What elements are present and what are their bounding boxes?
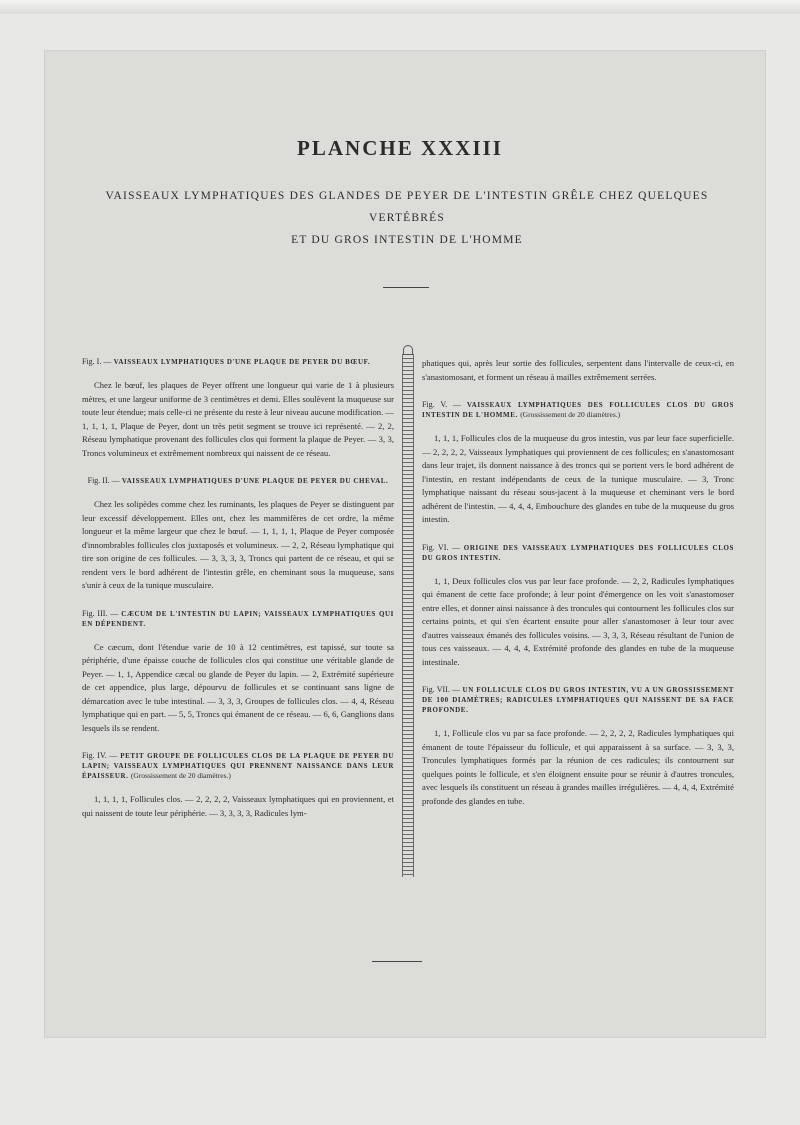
fig6-title: ORIGINE DES VAISSEAUX LYMPHATIQUES DES FOLLICULES CLOS DU GROS INTESTIN.	[422, 543, 734, 562]
fig2-title: VAISSEAUX LYMPHATIQUES D'UNE PLAQUE DE PEYER DU CHEVAL.	[121, 477, 389, 485]
fig3-heading	[82, 609, 394, 629]
fig1-label: Fig. I. —	[82, 357, 112, 366]
fig4-label: Fig. IV. —	[82, 751, 118, 760]
fig5-label: Fig. V. —	[422, 400, 461, 409]
fig7-label: Fig. VII. —	[422, 685, 460, 694]
fig5-note: (Grossissement de 20 diamètres.)	[520, 410, 621, 419]
fig4-title: PETIT GROUPE DE FOLLICULES CLOS DE LA PLAQUE DE PEYER DU LAPIN; VAISSEAUX LYMPHATIQUES QUI PRENNENT NAISSANCE DANS LEUR ÉPAISSEUR.	[82, 752, 394, 780]
plate-subtitle	[90, 185, 724, 251]
fig5-title: VAISSEAUX LYMPHATIQUES DES FOLLICULES CLOS DU GROS INTESTIN DE L'HOMME.	[422, 401, 734, 419]
fig3-text: Ce cæcum, dont l'étendue varie de 10 à 12 centimètres, est tapissé, sur toute sa périphérie, d'une épaisse couche de follicules clos qui constitue une véritable glande de Peyer. — 1, 1, Appendice cæcal ou glande de Peyer du lapin. — 2, Extrémité supérieure de cet appendice, plus large, dépourvu de follicules et se continuant sans ligne de démarcation avec le tube intestinal. — 3, 3, 3, Groupes de follicules clos. — 4, 4, Réseau lymphatique qui en part. — 5, 5, Troncs qui émanent de ce réseau. — 6, 6, Ganglions dans lesquels ils se rendent.	[82, 641, 394, 733]
fig3-title: CÆCUM DE L'INTESTIN DU LAPIN; VAISSEAUX LYMPHATIQUES QUI EN DÉPENDENT.	[82, 609, 394, 628]
fig2-heading	[82, 476, 394, 486]
right-column	[422, 357, 734, 808]
fig1-heading	[82, 357, 394, 367]
fig1-title: VAISSEAUX LYMPHATIQUES D'UNE PLAQUE DE PEYER DU BŒUF.	[113, 358, 371, 366]
fig6-heading	[422, 543, 734, 563]
fig7-title: UN FOLLICULE CLOS DU GROS INTESTIN, VU A UN GROSSISSEMENT DE 100 DIAMÈTRES; RADICULES LYMPHATIQUES QUI NAISSENT DE SA FACE PROFONDE.	[422, 686, 734, 714]
fig5-heading	[422, 400, 734, 420]
fig7-heading	[422, 685, 734, 715]
fig2-text: Chez les solipèdes comme chez les ruminants, les plaques de Peyer se distinguent par leur excessif développement. Elles ont, chez les mammifères de cet ordre, la même longueur et la même largeur que chez le bœuf. — 1, 1, 1, 1, Plaque de Peyer composée d'innombrables follicules clos juxtaposés et volumineux. — 2, 2, Réseau lymphatique qui tire son origine de ces follicules. — 3, 3, 3, 3, Troncs qui partent de ce réseau, et qui se rendent vers le bord adhérent de l'intestin grêle, en cheminant sous la muqueuse, sans s'unir à ceux de la tunique musculaire.	[82, 499, 394, 590]
subtitle-line-1: VAISSEAUX LYMPHATIQUES DES GLANDES DE PEYER DE L'INTESTIN GRÊLE CHEZ QUELQUES VERTÉBRÉS	[105, 190, 709, 224]
scan-edge	[0, 0, 800, 14]
fig5-text: 1, 1, 1, Follicules clos de la muqueuse du gros intestin, vus par leur face superficielle. — 2, 2, 2, 2, Vaisseaux lymphatiques qui proviennent de ces follicules; en s'anastomosant dans leur trajet, ils donnent naissance à des troncs qui se portent vers le bord adhérent de l'intestin, en restant indépendants de ceux de la tunique musculaire. — 3, Tronc lymphatique naissant du réseau sous-jacent à la muqueuse et cheminant vers le bord adhérent de l'intestin. — 4, 4, 4, Embouchure des glandes en tube de la muqueuse du gros intestin.	[422, 433, 734, 524]
fig2-label: Fig. II. —	[87, 476, 120, 485]
fig6-label: Fig. VI. —	[422, 542, 460, 552]
fig7-text: 1, 1, Follicule clos vu par sa face profonde. — 2, 2, 2, 2, Radicules lymphatiques qui émanent de toute l'épaisseur du follicule, et qui apparaissent à sa surface. — 3, 3, 3, Troncules lymphatiques formés par la réunion de ces radicules; ils contournent sur quelques points le follicule, et s'en éloignent ensuite pour se réunir à d'autres troncules, avec lesquels ils constituent un réseau à grandes mailles irrégulières. — 4, 4, 4, Extrémité profonde des glandes en tube.	[422, 728, 734, 806]
fig1-text: Chez le bœuf, les plaques de Peyer offrent une longueur qui varie de 1 à plusieurs mètres, et une largeur uniforme de 3 centimètres et demi. Elles soulèvent la muqueuse sur toute leur étendue; mais celle-ci ne présente du reste à leur niveau aucune modification. — 1, 1, 1, 1, Plaque de Peyer, dont un très petit segment se trouve ici représenté. — 2, 2, Réseau lymphatique provenant des follicules clos qui forment la plaque de Peyer. — 3, 3, Troncs volumineux et extrêmement nombreux qui naissent de ce réseau.	[82, 380, 394, 458]
fig4-heading	[82, 751, 394, 781]
fig4-text: 1, 1, 1, 1, Follicules clos. — 2, 2, 2, 2, Vaisseaux lymphatiques qui en proviennent, et qui naissent de toute leur périphérie. — 3, 3, 3, 3, Radicules lym-	[82, 794, 394, 818]
bottom-rule	[372, 961, 422, 962]
subtitle-line-2: ET DU GROS INTESTIN DE L'HOMME	[291, 234, 523, 246]
fig6-text: 1, 1, Deux follicules clos vus par leur face profonde. — 2, 2, Radicules lymphatiques qui émanent de cette face profonde; à leur point d'émergence on les voit s'anastomoser entre elles, et donner ainsi naissance à des troncules qui contournent les follicules clos sur certains points, et qui s'en écartent ensuite pour aller s'anastomoser à leur tour avec d'autres vaisseaux émanés des follicules voisins. — 3, 3, 3, Réseau résultant de l'union de tous ces vaisseaux. — 4, 4, 4, Extrémité profonde des glandes en tube de la muqueuse intestinale.	[422, 575, 734, 667]
fig3-label: Fig. III. —	[82, 608, 119, 618]
title-rule	[383, 287, 429, 288]
column-divider	[402, 354, 414, 877]
fig4-note: (Grossissement de 20 diamètres.)	[130, 771, 231, 780]
plate-title: PLANCHE XXXIII	[297, 136, 503, 160]
fig4-continuation: phatiques qui, après leur sortie des follicules, serpentent dans l'intervalle de ceux-ci, en s'anastomosant, et forment un réseau à mailles extrêmement serrées.	[422, 358, 734, 382]
left-column	[82, 357, 394, 820]
